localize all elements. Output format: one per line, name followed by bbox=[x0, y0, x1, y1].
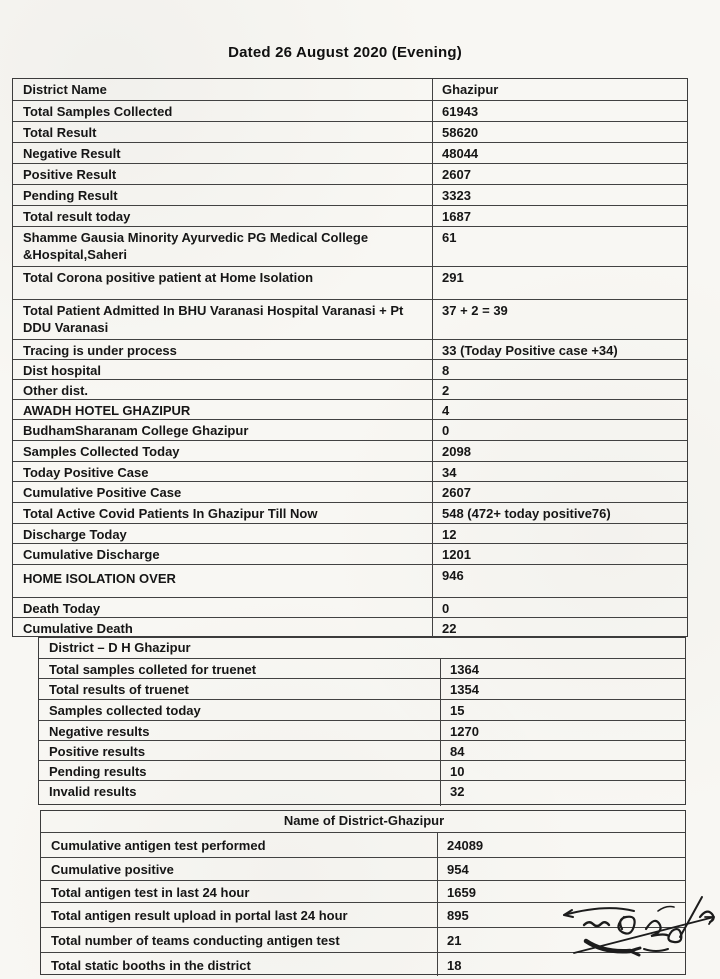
row-label: Cumulative antigen test performed bbox=[41, 833, 438, 857]
table-row bbox=[13, 440, 687, 461]
row-label: Total Result bbox=[13, 122, 433, 142]
row-label: Today Positive Case bbox=[13, 462, 433, 481]
row-value: 1364 bbox=[450, 662, 479, 677]
row-label: Positive Result bbox=[13, 164, 433, 184]
row-label: Tracing is under process bbox=[13, 340, 433, 359]
row-value: 4 bbox=[442, 403, 450, 418]
row-value: 37 + 2 = 39 bbox=[442, 303, 508, 318]
row-label: Total Active Covid Patients In Ghazipur Till Now bbox=[13, 503, 433, 523]
table-row bbox=[39, 780, 685, 806]
row-label: Cumulative Positive Case bbox=[13, 482, 433, 502]
row-label: Invalid results bbox=[39, 781, 441, 806]
row-label: Cumulative positive bbox=[41, 858, 438, 880]
table-row bbox=[13, 121, 687, 142]
row-value: 84 bbox=[450, 744, 465, 759]
table-row bbox=[13, 163, 687, 184]
table-row bbox=[13, 502, 687, 523]
row-label: AWADH HOTEL GHAZIPUR bbox=[13, 400, 433, 419]
row-label: Total result today bbox=[13, 206, 433, 226]
row-label: Total Patient Admitted In BHU Varanasi Hospital Varanasi + Pt DDU Varanasi bbox=[13, 300, 433, 339]
row-value: 1270 bbox=[450, 724, 479, 739]
table-row bbox=[13, 79, 687, 100]
row-value: 2607 bbox=[442, 167, 471, 182]
section-title: Name of District-Ghazipur bbox=[283, 813, 445, 828]
table-row bbox=[13, 379, 687, 399]
row-value: 0 bbox=[442, 423, 450, 438]
row-label: Total Samples Collected bbox=[13, 101, 433, 121]
row-value: 3323 bbox=[442, 188, 471, 203]
row-value: 946 bbox=[442, 568, 464, 583]
row-value: 548 (472+ today positive76) bbox=[442, 506, 611, 521]
row-value: 10 bbox=[450, 764, 465, 779]
row-value: 21 bbox=[447, 933, 462, 948]
table-row bbox=[13, 205, 687, 226]
table-row bbox=[13, 142, 687, 163]
row-value: 1354 bbox=[450, 682, 479, 697]
row-label: Total antigen result upload in portal last 24 hour bbox=[41, 903, 438, 927]
row-label: Discharge Today bbox=[13, 524, 433, 543]
table-row bbox=[39, 699, 685, 720]
row-value: 61943 bbox=[442, 104, 479, 119]
row-value: 8 bbox=[442, 363, 450, 378]
row-label: District Name bbox=[13, 79, 433, 100]
row-value: 33 (Today Positive case +34) bbox=[442, 343, 618, 358]
table-row bbox=[39, 678, 685, 699]
dh-ghazipur-table bbox=[38, 637, 686, 805]
district-summary-table bbox=[12, 78, 688, 637]
row-value: 2 bbox=[442, 383, 450, 398]
row-value: 18 bbox=[447, 958, 462, 973]
row-label: Pending results bbox=[39, 761, 441, 780]
row-label: Negative Result bbox=[13, 143, 433, 163]
table-row bbox=[13, 597, 687, 617]
table-row bbox=[13, 399, 687, 419]
row-value: Ghazipur bbox=[442, 82, 499, 97]
section-title: District – D H Ghazipur bbox=[49, 640, 191, 655]
row-value: 954 bbox=[447, 862, 469, 877]
table-row bbox=[13, 461, 687, 481]
row-label: Total static booths in the district bbox=[41, 953, 438, 976]
table-row bbox=[13, 359, 687, 379]
row-value: 1659 bbox=[447, 885, 476, 900]
row-value: 1201 bbox=[442, 547, 471, 562]
row-label: Negative results bbox=[39, 721, 441, 740]
row-label: Death Today bbox=[13, 598, 433, 617]
table-row bbox=[39, 720, 685, 740]
table-row bbox=[13, 299, 687, 339]
table-row bbox=[13, 419, 687, 440]
row-value: 0 bbox=[442, 601, 450, 616]
row-label: Total Corona positive patient at Home Isolation bbox=[13, 267, 433, 299]
page-title: Dated 26 August 2020 (Evening) bbox=[228, 44, 462, 61]
row-label: Total number of teams conducting antigen test bbox=[41, 928, 438, 952]
table-row bbox=[13, 523, 687, 543]
row-value: 15 bbox=[450, 703, 465, 718]
table-row bbox=[13, 543, 687, 564]
row-label: Cumulative Death bbox=[13, 618, 433, 638]
row-label: Total results of truenet bbox=[39, 679, 441, 699]
table-row bbox=[39, 760, 685, 780]
row-value: 22 bbox=[442, 621, 457, 636]
table-row bbox=[41, 857, 685, 880]
table-row bbox=[13, 339, 687, 359]
row-label: Total samples colleted for truenet bbox=[39, 659, 441, 678]
row-label: Pending Result bbox=[13, 185, 433, 205]
table-row bbox=[13, 617, 687, 638]
row-label: Total antigen test in last 24 hour bbox=[41, 881, 438, 902]
table-row bbox=[13, 184, 687, 205]
table-row bbox=[13, 564, 687, 597]
table-row bbox=[13, 100, 687, 121]
row-label: Samples Collected Today bbox=[13, 441, 433, 461]
row-value: 34 bbox=[442, 465, 457, 480]
row-label: Shamme Gausia Minority Ayurvedic PG Medical College &Hospital,Saheri bbox=[13, 227, 433, 266]
table-row bbox=[13, 266, 687, 299]
signature-scribble bbox=[546, 891, 720, 961]
row-value: 1687 bbox=[442, 209, 471, 224]
row-value: 2098 bbox=[442, 444, 471, 459]
table-row bbox=[13, 481, 687, 502]
row-label: Samples collected today bbox=[39, 700, 441, 720]
row-value: 48044 bbox=[442, 146, 479, 161]
table-row bbox=[41, 832, 685, 857]
table-row bbox=[13, 226, 687, 266]
row-value: 61 bbox=[442, 230, 457, 245]
row-label: HOME ISOLATION OVER bbox=[13, 565, 433, 597]
row-label: BudhamSharanam College Ghazipur bbox=[13, 420, 433, 440]
row-value: 24089 bbox=[447, 838, 484, 853]
row-value: 12 bbox=[442, 527, 457, 542]
table-row bbox=[39, 658, 685, 678]
row-value: 2607 bbox=[442, 485, 471, 500]
row-value: 895 bbox=[447, 908, 469, 923]
section-header-row bbox=[39, 638, 685, 658]
row-value: 32 bbox=[450, 784, 465, 799]
section-header-row bbox=[41, 811, 685, 832]
row-value: 291 bbox=[442, 270, 464, 285]
row-label: Cumulative Discharge bbox=[13, 544, 433, 564]
table-row bbox=[39, 740, 685, 760]
row-value: 58620 bbox=[442, 125, 479, 140]
row-label: Dist hospital bbox=[13, 360, 433, 379]
row-label: Positive results bbox=[39, 741, 441, 760]
row-label: Other dist. bbox=[13, 380, 433, 399]
